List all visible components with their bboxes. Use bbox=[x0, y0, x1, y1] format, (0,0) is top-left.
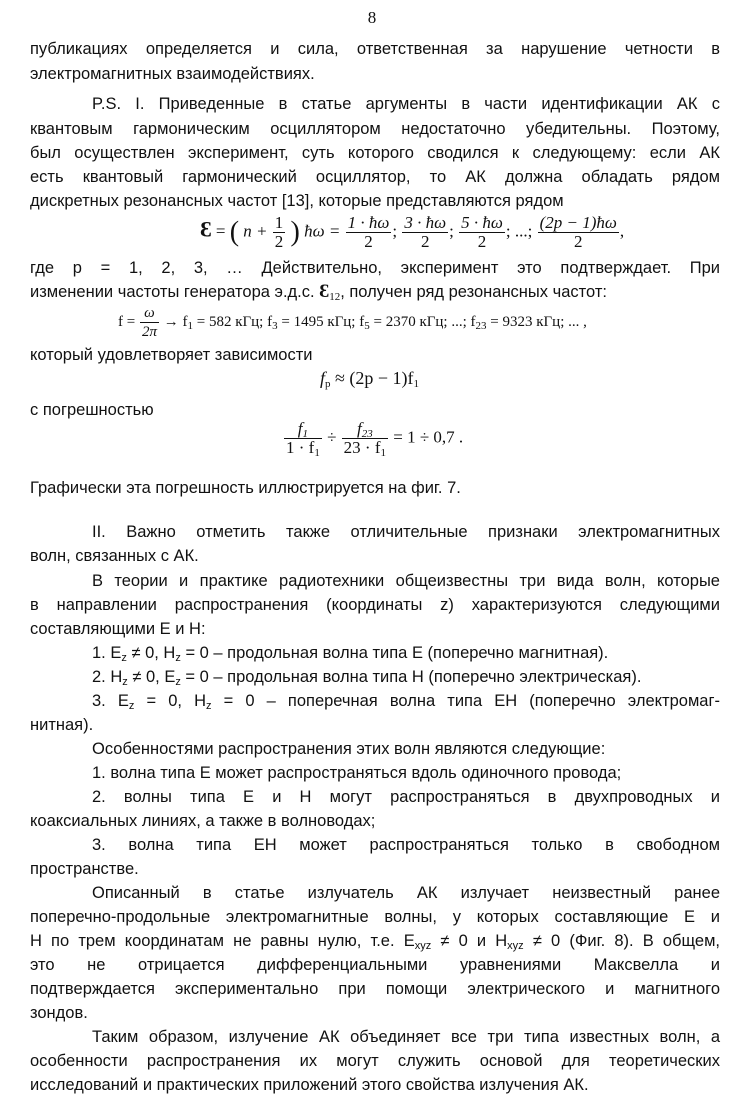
paragraph-line: публикациях определяется и сила, ответственная за нарушение четности в bbox=[30, 40, 720, 58]
paragraph-line: II. Важно отметить также отличительные признаки электромагнитных bbox=[92, 523, 720, 541]
paragraph-line: в направлении распространения (координаты z) характеризуются следующими bbox=[30, 596, 720, 614]
paragraph-line: Описанный в статье излучатель АК излучает неизвестный ранее bbox=[92, 884, 720, 902]
paragraph-line: это не отрицается дифференциальными уравнениями Максвелла и bbox=[30, 956, 720, 974]
paragraph-line: зондов. bbox=[30, 1004, 88, 1022]
frequency-formula: f = $\frac{\omega}{2\pi}$ → $f_1 = 582$ кГц; $f_3 = 1495$ кГц; $f_5 = 2370$ кГц; ...; $f_{23} = 9323$ кГц; ... , bbox=[118, 305, 587, 340]
energy-formula: Ɛ = ( n + $\frac{1}{2}$ ) ħω = $\frac{1 \cdot ħ\omega}{2}$ ; $\frac{3 \cdot ħ\omega}{2}$ ; $\frac{5 \cdot ħ\omega}{2}$ ; ...; $\frac{(2p - 1)ħ\omega}{2}$ , bbox=[200, 213, 625, 251]
paragraph-line: P.S. I. Приведенные в статье аргументы в части идентификации АК с bbox=[92, 95, 720, 113]
paragraph-line: изменении частоты генератора э.д.с. $Ɛ_{12}$, получен ряд резонансных частот: bbox=[30, 281, 607, 303]
list-item: 2. $H_z \ne 0$, $E_z = 0$ – продольная волна типа H (поперечно электрическая). bbox=[92, 668, 642, 688]
paragraph-line: коаксиальных линиях, а также в волноводах; bbox=[30, 812, 376, 830]
paragraph-line: Графически эта погрешность иллюстрируется на фиг. 7. bbox=[30, 479, 461, 497]
paragraph-line: где p = 1, 2, 3, … Действительно, эксперимент это подтверждает. При bbox=[30, 259, 720, 277]
list-item: 3. волна типа EH может распространяться только в свободном bbox=[92, 836, 720, 854]
paragraph-line: особенности распространения их могут служить основой для теоретических bbox=[30, 1052, 720, 1070]
paragraph-line: с погрешностью bbox=[30, 401, 154, 419]
paragraph-line: пространстве. bbox=[30, 860, 139, 878]
paragraph-line: дискретных резонансных частот [13], которые представляются рядом bbox=[30, 192, 564, 210]
paragraph-line: поперечно-продольные электромагнитные волны, у которых составляющие E и bbox=[30, 908, 720, 926]
paragraph-line: В теории и практике радиотехники общеизвестны три вида волн, которые bbox=[92, 572, 720, 590]
error-formula: $\frac{f_1}{1 \cdot f_1}$ ÷ $\frac{f_{23}}{23 \cdot f_1}$ = 1 ÷ 0,7 . bbox=[286, 419, 464, 459]
paragraph-line: который удовлетворяет зависимости bbox=[30, 346, 313, 364]
paragraph-line: нитная). bbox=[30, 716, 94, 734]
paragraph-line: Таким образом, излучение АК объединяет все три типа известных волн, а bbox=[92, 1028, 720, 1046]
relation-formula: $f_p \approx (2p - 1)f_1$ bbox=[320, 368, 420, 390]
paragraph-line: составляющими E и H: bbox=[30, 620, 206, 638]
paragraph-line: волн, связанных с АК. bbox=[30, 547, 199, 565]
paragraph-line: был осуществлен эксперимент, суть которого сводился к следующему: если АК bbox=[30, 144, 720, 162]
paragraph-line: квантовым гармоническим осциллятором недостаточно убедительны. Поэтому, bbox=[30, 120, 720, 138]
paragraph-line: подтверждается экспериментально при помощи электрического и магнитного bbox=[30, 980, 720, 998]
paragraph-line: H по трем координатам не равны нулю, т.е. $E_{xyz} \ne 0$ и $H_{xyz} \ne 0$ (Фиг. 8). В общем, bbox=[30, 932, 721, 952]
page-number: 8 bbox=[367, 8, 377, 27]
list-item: 1. волна типа E может распространяться вдоль одиночного провода; bbox=[92, 764, 622, 782]
paragraph-line: электромагнитных взаимодействиях. bbox=[30, 65, 315, 83]
list-item: 2. волны типа E и H могут распространяться в двухпроводных и bbox=[92, 788, 720, 806]
list-item: 3. $E_z = 0$, $H_z = 0$ – поперечная волна типа EH (поперечно электромаг- bbox=[92, 692, 720, 712]
list-item: 1. $E_z \ne 0$, $H_z = 0$ – продольная волна типа E (поперечно магнитная). bbox=[92, 644, 609, 664]
paragraph-line: Особенностями распространения этих волн являются следующие: bbox=[92, 740, 606, 758]
paragraph-line: есть квантовый гармонический осциллятор, то АК должна обладать рядом bbox=[30, 168, 720, 186]
paragraph-line: исследований и практических приложений этого свойства излучения АК. bbox=[30, 1076, 589, 1094]
